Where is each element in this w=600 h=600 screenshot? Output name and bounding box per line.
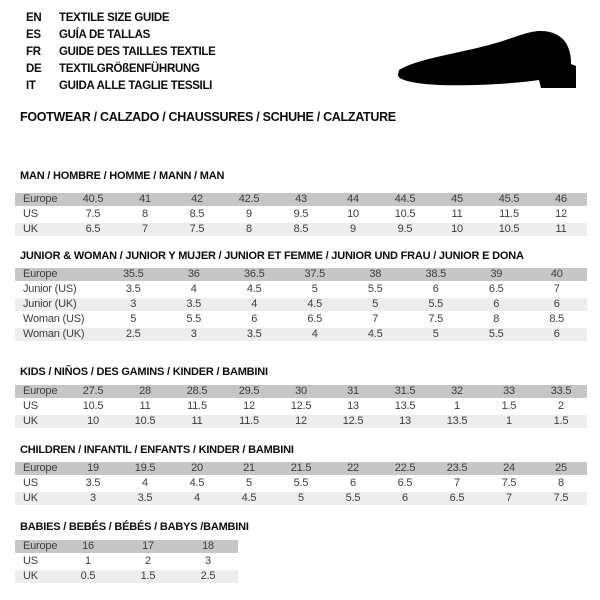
size-cell: 12.5	[327, 415, 379, 430]
size-cell: 7	[483, 492, 535, 507]
size-table-kids	[15, 385, 587, 430]
size-cell: 25	[535, 462, 587, 477]
language-code: EN	[26, 11, 42, 24]
table-row	[15, 208, 587, 223]
size-cell: 10.5	[67, 400, 119, 415]
size-cell: 4.5	[171, 477, 223, 492]
size-cell: 3	[103, 298, 164, 313]
language-code: ES	[26, 28, 41, 41]
size-cell: 5	[223, 477, 275, 492]
size-cell: 9.5	[275, 208, 327, 223]
table-row	[15, 492, 587, 507]
language-title: GUIDA ALLE TAGLIE TESSILI	[59, 79, 213, 92]
size-cell: 13	[379, 415, 431, 430]
size-cell: 29.5	[223, 385, 275, 400]
size-cell: 10.5	[379, 208, 431, 223]
table-row	[15, 385, 587, 400]
size-cell: 11.5	[223, 415, 275, 430]
size-cell: 11	[431, 208, 483, 223]
size-cell: 5	[406, 328, 467, 343]
section-title-man: MAN / HOMBRE / HOMME / MANN / MAN	[20, 170, 225, 182]
size-cell: 27.5	[67, 385, 119, 400]
language-row	[26, 26, 216, 43]
table-row	[15, 313, 587, 328]
row-label: Europe	[15, 462, 67, 477]
size-cell: 6	[527, 298, 588, 313]
size-cell: 21	[223, 462, 275, 477]
section-title-children: CHILDREN / INFANTIL / ENFANTS / KINDER / BAMBINI	[20, 444, 294, 456]
size-cell: 4	[119, 477, 171, 492]
size-cell: 6.5	[466, 283, 527, 298]
section-title-kids: KIDS / NIÑOS / DES GAMINS / KINDER / BAMBINI	[20, 366, 268, 378]
section-title-junior-woman: JUNIOR & WOMAN / JUNIOR Y MUJER / JUNIOR ET FEMME / JUNIOR UND FRAU / JUNIOR E DONA	[20, 250, 524, 262]
size-cell: 10	[327, 208, 379, 223]
table-row	[15, 540, 238, 555]
size-cell: 8	[535, 477, 587, 492]
size-cell: 38	[345, 268, 406, 283]
size-cell: 11	[535, 223, 587, 238]
size-cell: 7.5	[67, 208, 119, 223]
size-cell: 5.5	[406, 298, 467, 313]
category-title: FOOTWEAR / CALZADO / CHAUSSURES / SCHUHE / CALZATURE	[20, 110, 396, 124]
size-cell: 22	[327, 462, 379, 477]
size-cell: 3.5	[67, 477, 119, 492]
row-label: Europe	[15, 385, 67, 400]
size-cell: 2.5	[178, 570, 238, 585]
size-cell: 38.5	[406, 268, 467, 283]
row-label: Junior (US)	[15, 283, 103, 298]
size-cell: 18	[178, 540, 238, 555]
table-row	[15, 193, 587, 208]
size-table-junior-woman	[15, 268, 587, 343]
language-title: TEXTILE SIZE GUIDE	[59, 11, 170, 24]
size-cell: 37.5	[285, 268, 346, 283]
language-row	[26, 43, 216, 60]
language-code: FR	[26, 45, 41, 58]
size-cell: 8.5	[171, 208, 223, 223]
size-cell: 3.5	[119, 492, 171, 507]
row-label: UK	[15, 492, 67, 507]
size-cell: 31	[327, 385, 379, 400]
section-title-babies: BABIES / BEBÉS / BÉBÉS / BABYS /BAMBINI	[20, 521, 249, 533]
table-row	[15, 400, 587, 415]
size-cell: 8.5	[275, 223, 327, 238]
size-cell: 11.5	[171, 400, 223, 415]
size-cell: 8	[223, 223, 275, 238]
size-cell: 3	[67, 492, 119, 507]
size-cell: 5.5	[466, 328, 527, 343]
size-cell: 7	[345, 313, 406, 328]
language-row	[26, 60, 216, 77]
size-cell: 6.5	[379, 477, 431, 492]
size-cell: 3	[178, 555, 238, 570]
size-cell: 4.5	[345, 328, 406, 343]
size-cell: 19.5	[119, 462, 171, 477]
language-row	[26, 9, 216, 26]
size-cell: 10.5	[483, 223, 535, 238]
size-cell: 6.5	[431, 492, 483, 507]
row-label: Europe	[15, 193, 67, 208]
size-cell: 4.5	[285, 298, 346, 313]
size-cell: 4	[285, 328, 346, 343]
size-cell: 13	[327, 400, 379, 415]
row-label: UK	[15, 570, 58, 585]
size-cell: 19	[67, 462, 119, 477]
size-cell: 7.5	[406, 313, 467, 328]
size-cell: 1.5	[483, 400, 535, 415]
size-cell: 4	[224, 298, 285, 313]
size-cell: 36.5	[224, 268, 285, 283]
size-cell: 22.5	[379, 462, 431, 477]
size-cell: 21.5	[275, 462, 327, 477]
size-cell: 9	[327, 223, 379, 238]
size-cell: 12	[535, 208, 587, 223]
row-label: Europe	[15, 540, 58, 555]
row-label: US	[15, 400, 67, 415]
row-label: Woman (UK)	[15, 328, 103, 343]
size-cell: 12	[223, 400, 275, 415]
size-cell: 2	[535, 400, 587, 415]
size-cell: 10.5	[119, 415, 171, 430]
language-row	[26, 77, 216, 94]
size-cell: 3.5	[164, 298, 225, 313]
language-list	[26, 9, 216, 94]
size-cell: 9	[223, 208, 275, 223]
size-cell: 6	[406, 283, 467, 298]
size-cell: 33.5	[535, 385, 587, 400]
size-cell: 8.5	[527, 313, 588, 328]
row-label: Woman (US)	[15, 313, 103, 328]
size-cell: 17	[118, 540, 178, 555]
table-row	[15, 477, 587, 492]
table-row	[15, 462, 587, 477]
size-cell: 2.5	[103, 328, 164, 343]
size-cell: 4	[171, 492, 223, 507]
size-cell: 4.5	[224, 283, 285, 298]
size-cell: 31.5	[379, 385, 431, 400]
size-cell: 7	[119, 223, 171, 238]
table-row	[15, 268, 587, 283]
table-row	[15, 570, 238, 585]
size-cell: 5	[275, 492, 327, 507]
size-cell: 5	[345, 298, 406, 313]
size-cell: 1	[483, 415, 535, 430]
size-cell: 10	[67, 415, 119, 430]
size-cell: 42.5	[223, 193, 275, 208]
size-cell: 36	[164, 268, 225, 283]
size-cell: 1.5	[118, 570, 178, 585]
size-cell: 6	[327, 477, 379, 492]
table-row	[15, 298, 587, 313]
size-table-man	[15, 193, 587, 238]
size-cell: 43	[275, 193, 327, 208]
size-cell: 9.5	[379, 223, 431, 238]
size-cell: 11.5	[483, 208, 535, 223]
size-cell: 1	[58, 555, 118, 570]
size-cell: 39	[466, 268, 527, 283]
size-cell: 5	[103, 313, 164, 328]
size-cell: 11	[119, 400, 171, 415]
size-cell: 3.5	[103, 283, 164, 298]
row-label: UK	[15, 223, 67, 238]
size-cell: 1	[431, 400, 483, 415]
language-title: TEXTILGRÖßENFÜHRUNG	[59, 62, 200, 75]
size-cell: 35.5	[103, 268, 164, 283]
size-cell: 5.5	[327, 492, 379, 507]
size-table-babies	[15, 540, 238, 585]
size-cell: 6.5	[67, 223, 119, 238]
size-table-children	[15, 462, 587, 507]
size-cell: 3.5	[224, 328, 285, 343]
size-cell: 45.5	[483, 193, 535, 208]
size-cell: 6	[527, 328, 588, 343]
size-cell: 41	[119, 193, 171, 208]
size-cell: 23.5	[431, 462, 483, 477]
size-cell: 30	[275, 385, 327, 400]
table-row	[15, 283, 587, 298]
language-code: IT	[26, 79, 36, 92]
size-cell: 5	[285, 283, 346, 298]
table-row	[15, 328, 587, 343]
size-cell: 7	[431, 477, 483, 492]
language-code: DE	[26, 62, 42, 75]
size-cell: 44	[327, 193, 379, 208]
dress-shoe-icon	[393, 28, 588, 94]
size-cell: 44.5	[379, 193, 431, 208]
size-cell: 16	[58, 540, 118, 555]
size-cell: 1.5	[535, 415, 587, 430]
size-cell: 6	[379, 492, 431, 507]
row-label: US	[15, 208, 67, 223]
row-label: UK	[15, 415, 67, 430]
size-cell: 40.5	[67, 193, 119, 208]
size-cell: 13.5	[379, 400, 431, 415]
size-cell: 2	[118, 555, 178, 570]
size-cell: 5.5	[164, 313, 225, 328]
size-cell: 5.5	[345, 283, 406, 298]
size-cell: 8	[466, 313, 527, 328]
table-row	[15, 555, 238, 570]
size-cell: 40	[527, 268, 588, 283]
size-cell: 6.5	[285, 313, 346, 328]
size-cell: 8	[119, 208, 171, 223]
size-cell: 11	[171, 415, 223, 430]
size-cell: 32	[431, 385, 483, 400]
table-row	[15, 223, 587, 238]
size-cell: 5.5	[275, 477, 327, 492]
size-cell: 10	[431, 223, 483, 238]
size-cell: 12	[275, 415, 327, 430]
size-cell: 33	[483, 385, 535, 400]
size-cell: 6	[224, 313, 285, 328]
size-cell: 42	[171, 193, 223, 208]
size-cell: 7.5	[483, 477, 535, 492]
size-cell: 20	[171, 462, 223, 477]
size-cell: 4.5	[223, 492, 275, 507]
row-label: US	[15, 555, 58, 570]
table-row	[15, 415, 587, 430]
size-cell: 7	[527, 283, 588, 298]
size-cell: 4	[164, 283, 225, 298]
size-cell: 24	[483, 462, 535, 477]
size-cell: 7.5	[535, 492, 587, 507]
row-label: US	[15, 477, 67, 492]
size-cell: 46	[535, 193, 587, 208]
size-cell: 3	[164, 328, 225, 343]
size-cell: 45	[431, 193, 483, 208]
language-title: GUÍA DE TALLAS	[59, 28, 150, 41]
size-cell: 13.5	[431, 415, 483, 430]
size-cell: 28.5	[171, 385, 223, 400]
row-label: Europe	[15, 268, 103, 283]
size-cell: 28	[119, 385, 171, 400]
size-cell: 12.5	[275, 400, 327, 415]
size-cell: 6	[466, 298, 527, 313]
size-cell: 0.5	[58, 570, 118, 585]
size-cell: 7.5	[171, 223, 223, 238]
row-label: Junior (UK)	[15, 298, 103, 313]
language-title: GUIDE DES TAILLES TEXTILE	[59, 45, 216, 58]
